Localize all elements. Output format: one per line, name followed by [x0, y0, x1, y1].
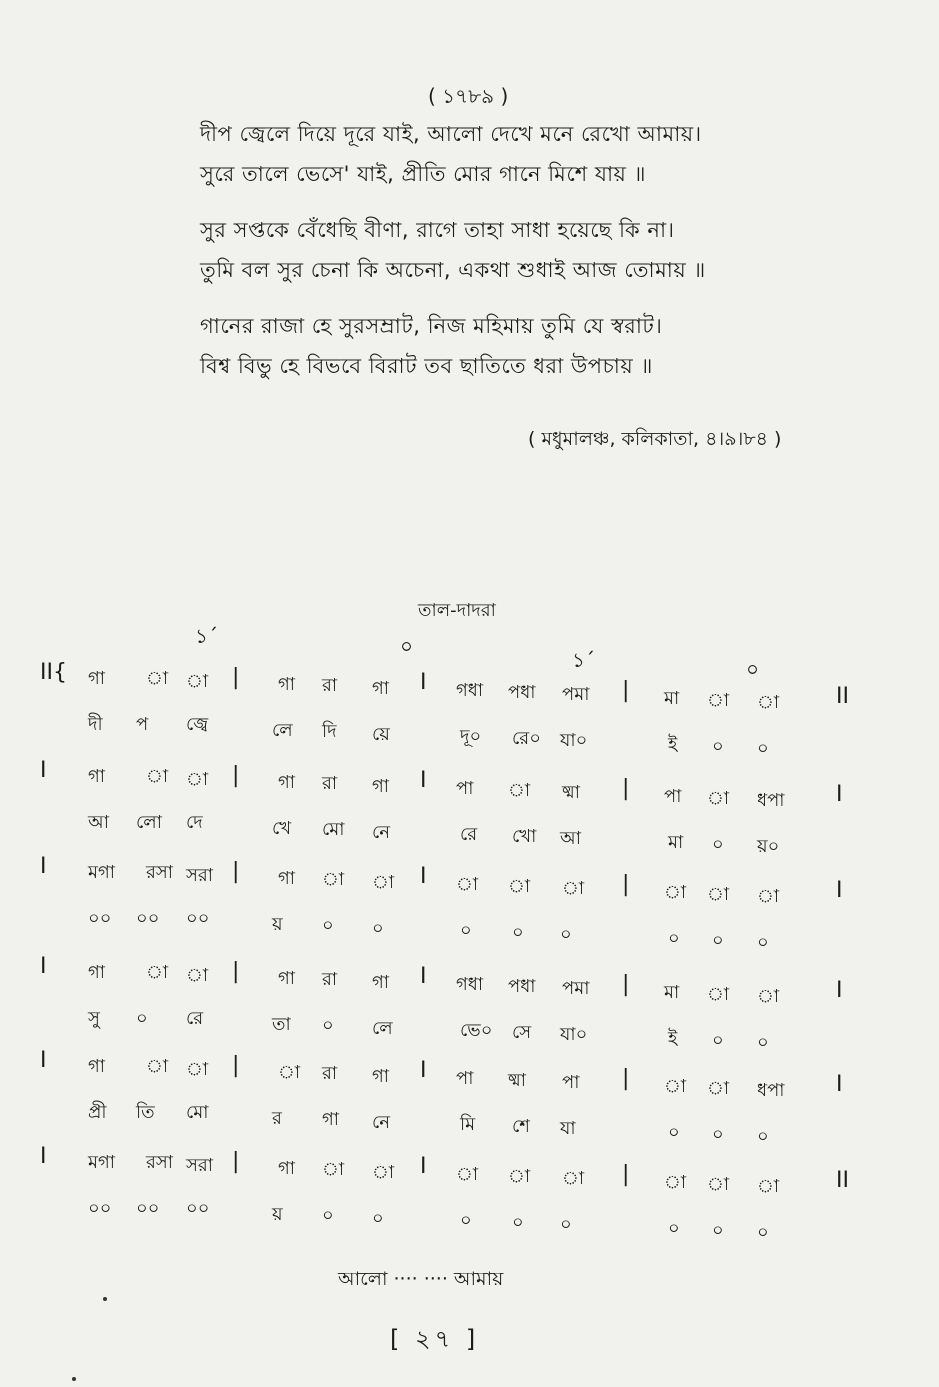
bar-line: | [622, 776, 630, 801]
swara-note: া [508, 1166, 531, 1187]
bar-line: II [836, 1168, 849, 1193]
swara-note: া [707, 690, 730, 711]
notation-syllable: ০ [712, 1220, 724, 1241]
notation-syllable: ০ [460, 920, 472, 941]
bar-line: II{ [40, 660, 67, 685]
page-number: [ ২৭ ] [390, 1325, 480, 1353]
bar-line: | [622, 678, 630, 703]
notation-syllable: আ [560, 828, 581, 849]
notation-syllable: ০ [668, 928, 680, 949]
notation-syllable: রে০ [512, 728, 541, 749]
print-speck [103, 1297, 107, 1301]
notation-syllable: খে [272, 818, 292, 839]
swara-note: গা [88, 1056, 106, 1077]
notation-syllable: ০ [712, 736, 724, 757]
swara-note: া [664, 1172, 687, 1193]
notation-syllable: লো [136, 812, 162, 833]
swara-note: গা [88, 766, 106, 787]
beat-marker-khali: ০ [400, 634, 414, 658]
notation-syllable: ০ [757, 1222, 769, 1243]
notation-syllable: ০ [757, 738, 769, 759]
swara-note: গা [278, 674, 296, 695]
notation-syllable: প্রী [88, 1102, 107, 1123]
notation-syllable: ০ [712, 1124, 724, 1145]
swara-note: া [372, 1162, 395, 1183]
notation-syllable: দে [186, 812, 203, 833]
swara-note: পা [456, 778, 474, 799]
notation-syllable: তা [272, 1014, 291, 1035]
lyric-line: গানের রাজা হে সুরসম্রাট, নিজ মহিমায় তুমি যে স্বরাট। [200, 314, 663, 338]
notation-syllable: ০০ [88, 1198, 112, 1219]
notation-syllable: ০০ [186, 1198, 210, 1219]
swara-note: া [508, 876, 531, 897]
notation-syllable: মি [460, 1114, 476, 1135]
notation-syllable: রে [186, 1008, 204, 1029]
swara-note: া [757, 1176, 780, 1197]
swara-note: া [707, 788, 730, 809]
lyric-line: সুরে তালে ভেসে' যাই, প্রীতি মোর গানে মিশে যায় ॥ [200, 162, 646, 186]
notation-syllable: গা [322, 1109, 340, 1130]
swara-note: গা [372, 972, 390, 993]
bar-line: | [622, 872, 630, 897]
swara-note: া [757, 692, 780, 713]
swara-note: পমা [562, 684, 590, 705]
swara-note: পধা [508, 976, 536, 997]
notation-syllable: ০০ [186, 908, 210, 929]
swara-note: া [707, 984, 730, 1005]
swara-note: া [757, 986, 780, 1007]
bar-line: I [40, 954, 47, 979]
notation-syllable: ই [668, 1028, 678, 1049]
notation-syllable: আ [88, 812, 109, 833]
swara-note: গা [88, 962, 106, 983]
swara-note: া [456, 1164, 479, 1185]
swara-note: া [707, 1174, 730, 1195]
bar-line: | [622, 1066, 630, 1091]
notation-syllable: মো [322, 819, 345, 840]
swara-note: রা [322, 1063, 338, 1084]
swara-note: া [322, 869, 345, 890]
print-speck [72, 1377, 76, 1381]
notation-syllable: যা [560, 1118, 576, 1139]
bar-line: | [232, 1053, 240, 1078]
notation-syllable: সু [88, 1008, 100, 1029]
swara-note: া [562, 1168, 585, 1189]
beat-marker-first: ১´ [572, 648, 595, 672]
swara-note: রসা [146, 862, 174, 883]
bar-line: I [836, 878, 843, 903]
notation-syllable: ০০ [136, 908, 160, 929]
notation-syllable: জ্বে [186, 714, 209, 735]
notation-syllable: যা০ [560, 1024, 588, 1045]
notation-syllable: ০ [512, 922, 524, 943]
notation-syllable: ০ [757, 1032, 769, 1053]
source-citation: ( মধুমালঞ্চ, কলিকাতা, ৪।৯।৮৪ ) [528, 428, 782, 450]
bar-line: I [420, 768, 427, 793]
swara-note: া [186, 769, 209, 790]
swara-note: সরা [186, 1155, 214, 1176]
swara-note: া [456, 874, 479, 895]
swara-note: া [146, 962, 169, 983]
swara-note: া [322, 1159, 345, 1180]
bar-line: I [420, 670, 427, 695]
notation-syllable: তি [136, 1102, 155, 1123]
notation-syllable: ই [668, 734, 678, 755]
swara-note: গধা [456, 680, 484, 701]
notation-syllable: ০ [322, 915, 334, 936]
bar-line: I [40, 1144, 47, 1169]
notation-syllable: লে [372, 1018, 393, 1039]
bar-line: I [836, 782, 843, 807]
lyric-line: তুমি বল সুর চেনা কি অচেনা, একথা শুধাই আজ তোমায় ॥ [200, 258, 706, 282]
notation-syllable: ০ [372, 918, 384, 939]
notation-syllable: মা [668, 832, 684, 853]
swara-note: া [146, 766, 169, 787]
swara-note: া [146, 1056, 169, 1077]
notation-syllable: ০ [712, 834, 724, 855]
swara-note: া [707, 884, 730, 905]
bar-line: I [420, 864, 427, 889]
swara-note: া [146, 668, 169, 689]
swara-note: া [757, 886, 780, 907]
notation-syllable: ০০ [136, 1198, 160, 1219]
swara-note: গধা [456, 974, 484, 995]
notation-syllable: শে [512, 1116, 530, 1137]
lyric-line: দীপ জ্বেলে দিয়ে দূরে যাই, আলো দেখে মনে রেখো আমায়। [200, 122, 702, 146]
lyric-line: সুর সপ্তকে বেঁধেছি বীণা, রাগে তাহা সাধা হয়েছে কি না। [200, 218, 675, 242]
lyric-line: বিশ্ব বিভু হে বিভবে বিরাট তব ছাতিতে ধরা উপচায় ॥ [200, 354, 653, 378]
swara-note: গা [88, 668, 106, 689]
bar-line: I [836, 1072, 843, 1097]
beat-marker-first: ১´ [195, 624, 218, 648]
bar-line: | [232, 1149, 240, 1174]
swara-note: গা [372, 776, 390, 797]
notation-syllable: দী [88, 714, 103, 735]
bar-line: I [40, 1048, 47, 1073]
notation-syllable: মো [186, 1102, 209, 1123]
swara-note: পা [456, 1068, 474, 1089]
refrain: আলো ···· ···· আমায় [338, 1268, 504, 1290]
notation-syllable: য় [272, 914, 283, 935]
swara-note: া [664, 882, 687, 903]
swara-note: ধপা [757, 790, 785, 811]
swara-note: পধা [508, 682, 536, 703]
notation-syllable: ০ [712, 1030, 724, 1051]
notation-syllable: দূ০ [460, 726, 482, 747]
bar-line: | [232, 959, 240, 984]
swara-note: মা [664, 982, 680, 1003]
notation-syllable: ০ [372, 1208, 384, 1229]
notation-syllable: য়ে [372, 724, 390, 745]
swara-note: া [186, 965, 209, 986]
notation-syllable: প [136, 714, 149, 735]
swara-note: ষ্মা [508, 1070, 526, 1091]
song-number: ( ১৭৮৯ ) [428, 84, 509, 108]
swara-note: মা [664, 688, 680, 709]
notation-syllable: র [272, 1108, 282, 1129]
notation-syllable: নে [372, 822, 391, 843]
bar-line: II [836, 684, 849, 709]
bar-line: I [420, 1058, 427, 1083]
swara-note: গা [372, 678, 390, 699]
notation-syllable: ০ [668, 1122, 680, 1143]
swara-note: গা [278, 1158, 296, 1179]
swara-note: মগা [88, 862, 116, 883]
swara-note: সরা [186, 865, 214, 886]
swara-note: া [508, 780, 531, 801]
bar-line: | [232, 665, 240, 690]
notation-syllable: যা০ [560, 730, 588, 751]
notation-syllable: ০০ [88, 908, 112, 929]
notation-syllable: ০ [560, 924, 572, 945]
swara-note: া [707, 1078, 730, 1099]
swara-note: া [562, 878, 585, 899]
notation-syllable: ০ [560, 1214, 572, 1235]
swara-note: রা [322, 773, 338, 794]
swara-note: রা [322, 675, 338, 696]
notation-syllable: ০ [757, 1126, 769, 1147]
notation-syllable: ০ [136, 1008, 148, 1029]
swara-note: পা [562, 1072, 580, 1093]
notation-syllable: ভে০ [460, 1020, 493, 1041]
notation-syllable: রে [460, 824, 478, 845]
notation-syllable: ০ [322, 1205, 334, 1226]
notation-syllable: য়০ [757, 836, 780, 857]
swara-note: া [186, 671, 209, 692]
swara-note: গা [278, 868, 296, 889]
swara-note: রসা [146, 1152, 174, 1173]
swara-note: পমা [562, 978, 590, 999]
notation-syllable: সে [512, 1022, 532, 1043]
notation-syllable: ০ [712, 930, 724, 951]
swara-note: গা [278, 772, 296, 793]
notation-syllable: ০ [757, 932, 769, 953]
taal-heading: তাল-দাদরা [418, 600, 496, 621]
bar-line: | [622, 972, 630, 997]
swara-note: া [664, 1076, 687, 1097]
swara-note: ধপা [757, 1080, 785, 1101]
bar-line: | [622, 1162, 630, 1187]
bar-line: I [40, 758, 47, 783]
swara-note: ষ্মা [562, 782, 580, 803]
beat-marker-khali: ০ [746, 657, 760, 681]
bar-line: I [420, 964, 427, 989]
notation-syllable: ০ [460, 1210, 472, 1231]
swara-note: মগা [88, 1152, 116, 1173]
notation-syllable: ০ [322, 1015, 334, 1036]
notation-syllable: দি [322, 721, 337, 742]
bar-line: I [836, 978, 843, 1003]
bar-line: | [232, 763, 240, 788]
notation-syllable: খো [512, 826, 537, 847]
bar-line: I [420, 1154, 427, 1179]
swara-note: গা [372, 1066, 390, 1087]
bar-line: I [40, 854, 47, 879]
notation-syllable: লে [272, 720, 293, 741]
bar-line: | [232, 859, 240, 884]
swara-note: রা [322, 969, 338, 990]
swara-note: া [372, 872, 395, 893]
swara-note: া [186, 1059, 209, 1080]
notation-syllable: নে [372, 1112, 391, 1133]
swara-note: গা [278, 968, 296, 989]
notation-syllable: ০ [512, 1212, 524, 1233]
swara-note: া [278, 1062, 301, 1083]
swara-note: পা [664, 786, 682, 807]
notation-syllable: ০ [668, 1218, 680, 1239]
notation-syllable: য় [272, 1204, 283, 1225]
